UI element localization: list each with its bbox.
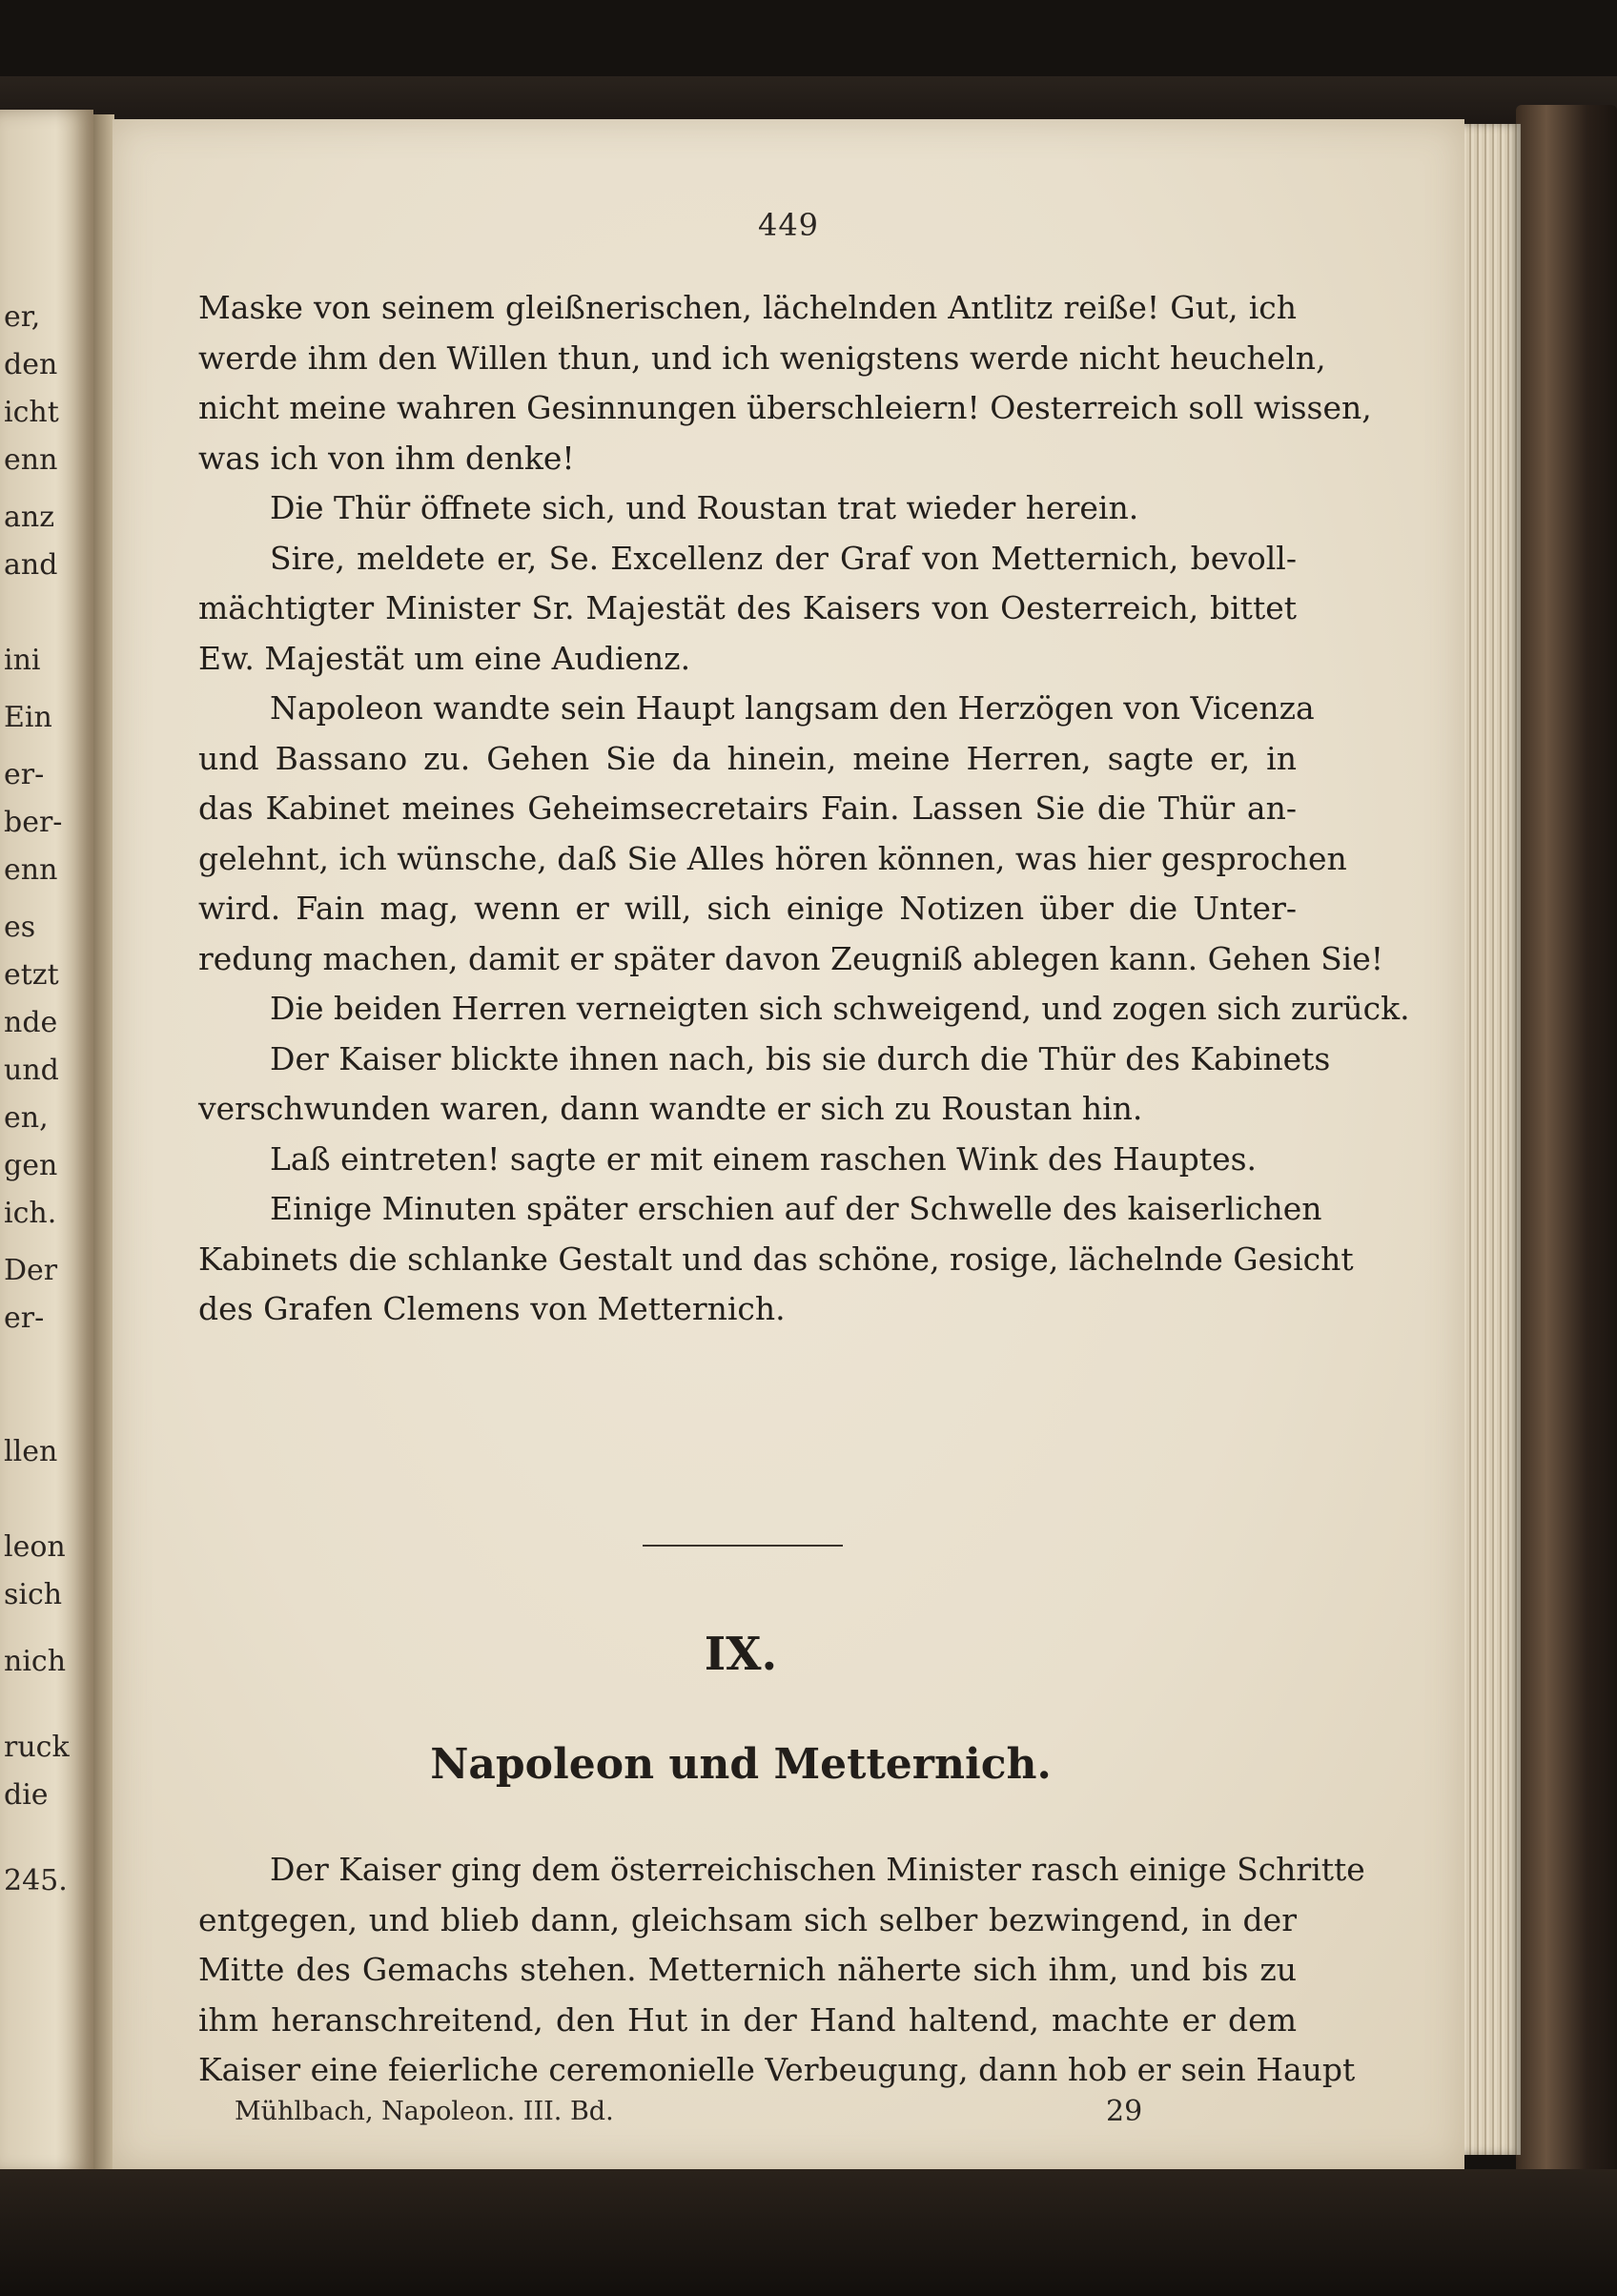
left-page-fragment: icht <box>4 396 59 429</box>
left-page-fragment: ber- <box>4 806 63 839</box>
left-page-fragment: er, <box>4 300 41 334</box>
left-page-fragment: und <box>4 1054 59 1087</box>
text-line: nicht meine wahren Gesinnungen überschleiern! Oesterreich soll wissen, <box>198 389 1372 426</box>
text-line: verschwunden waren, dann wandte er sich zu Roustan hin. <box>198 1090 1143 1127</box>
left-page-fragment: ruck <box>4 1731 70 1764</box>
left-page-fragment: enn <box>4 853 58 887</box>
text-line: und Bassano zu. Gehen Sie da hinein, meine Herren, sagte er, in <box>198 739 1297 777</box>
text-line: Napoleon wandte sein Haupt langsam den Herzögen von Vicenza <box>270 689 1315 727</box>
text-line: Die Thür öffnete sich, und Roustan trat wieder herein. <box>270 489 1139 526</box>
left-page-fragment: Ein <box>4 701 52 734</box>
left-page-fragment: ich. <box>4 1197 57 1230</box>
left-page-fragment: ini <box>4 644 41 677</box>
text-line: Der Kaiser ging dem österreichischen Minister rasch einige Schritte <box>270 1851 1365 1888</box>
left-page-fragment: en, <box>4 1101 49 1135</box>
text-line: wird. Fain mag, wenn er will, sich einige Notizen über die Unter- <box>198 890 1297 927</box>
section-divider <box>643 1545 843 1547</box>
footer-signature: Mühlbach, Napoleon. III. Bd. <box>235 2097 614 2126</box>
left-page-fragment: nde <box>4 1006 58 1039</box>
text-line: Kaiser eine feierliche ceremonielle Verbeugung, dann hob er sein Haupt <box>198 2051 1356 2088</box>
left-page-fragment: er- <box>4 1302 45 1335</box>
footer-sheet-number: 29 <box>1106 2095 1143 2128</box>
text-line: gelehnt, ich wünsche, daß Sie Alles hören können, was hier gesprochen <box>198 839 1347 877</box>
left-page-fragment: Der <box>4 1254 58 1287</box>
left-page-fragment: enn <box>4 443 58 477</box>
page-edges <box>1459 124 1521 2155</box>
text-line: ihm heranschreitend, den Hut in der Hand haltend, machte er dem <box>198 2000 1297 2039</box>
chapter-title: Napoleon und Metternich. <box>430 1740 1052 1789</box>
book-spine <box>1516 105 1617 2231</box>
left-page-fragment: den <box>4 348 58 381</box>
left-page-fragment: es <box>4 911 36 944</box>
text-line: des Grafen Clemens von Metternich. <box>198 1290 786 1327</box>
book-bottom-edge <box>0 2169 1617 2296</box>
left-page-fragment: die <box>4 1778 49 1812</box>
left-page-fragment: 245. <box>4 1864 68 1897</box>
left-page-fragment: and <box>4 548 58 582</box>
chapter-number: IX. <box>704 1628 778 1681</box>
text-line: Mitte des Gemachs stehen. Metternich näherte sich ihm, und bis zu <box>198 1951 1297 1988</box>
left-page-edge <box>0 110 93 2174</box>
text-line: mächtigter Minister Sr. Majestät des Kaisers von Oesterreich, bittet <box>198 589 1297 626</box>
text-line: werde ihm den Willen thun, und ich wenigstens werde nicht heucheln, <box>198 338 1326 377</box>
left-page-fragment: er- <box>4 758 45 791</box>
text-line: Sire, meldete er, Se. Excellenz der Graf von Metternich, bevoll- <box>270 539 1297 577</box>
left-page-fragment: sich <box>4 1578 63 1611</box>
left-page-fragment: gen <box>4 1149 58 1182</box>
text-line: was ich von ihm denke! <box>198 439 575 477</box>
book-gutter <box>93 114 114 2174</box>
left-page-fragment: etzt <box>4 958 59 992</box>
text-line: Einige Minuten später erschien auf der Schwelle des kaiserlichen <box>270 1190 1322 1227</box>
text-line: Kabinets die schlanke Gestalt und das schöne, rosige, lächelnde Gesicht <box>198 1240 1354 1278</box>
text-line: redung machen, damit er später davon Zeugniß ablegen kann. Gehen Sie! <box>198 939 1384 977</box>
book-page <box>113 119 1464 2169</box>
left-page-fragment: llen <box>4 1435 58 1468</box>
text-line: Ew. Majestät um eine Audienz. <box>198 639 691 677</box>
left-page-fragment: anz <box>4 501 55 534</box>
text-line: Der Kaiser blickte ihnen nach, bis sie durch die Thür des Kabinets <box>270 1039 1331 1077</box>
text-line: Die beiden Herren verneigten sich schweigend, und zogen sich zurück. <box>270 990 1410 1027</box>
text-line: entgegen, und blieb dann, gleichsam sich selber bezwingend, in der <box>198 1900 1297 1938</box>
text-line: Laß eintreten! sagte er mit einem raschen Wink des Hauptes. <box>270 1139 1258 1178</box>
left-page-fragment: nich <box>4 1645 67 1678</box>
page-number: 449 <box>757 207 820 243</box>
left-page-fragment: leon <box>4 1530 66 1564</box>
text-line: Maske von seinem gleißnerischen, lächelnden Antlitz reiße! Gut, ich <box>198 289 1297 326</box>
text-line: das Kabinet meines Geheimsecretairs Fain. Lassen Sie die Thür an- <box>198 789 1297 827</box>
body-text-top <box>198 283 1410 1335</box>
body-text-bottom <box>198 1845 1365 2096</box>
